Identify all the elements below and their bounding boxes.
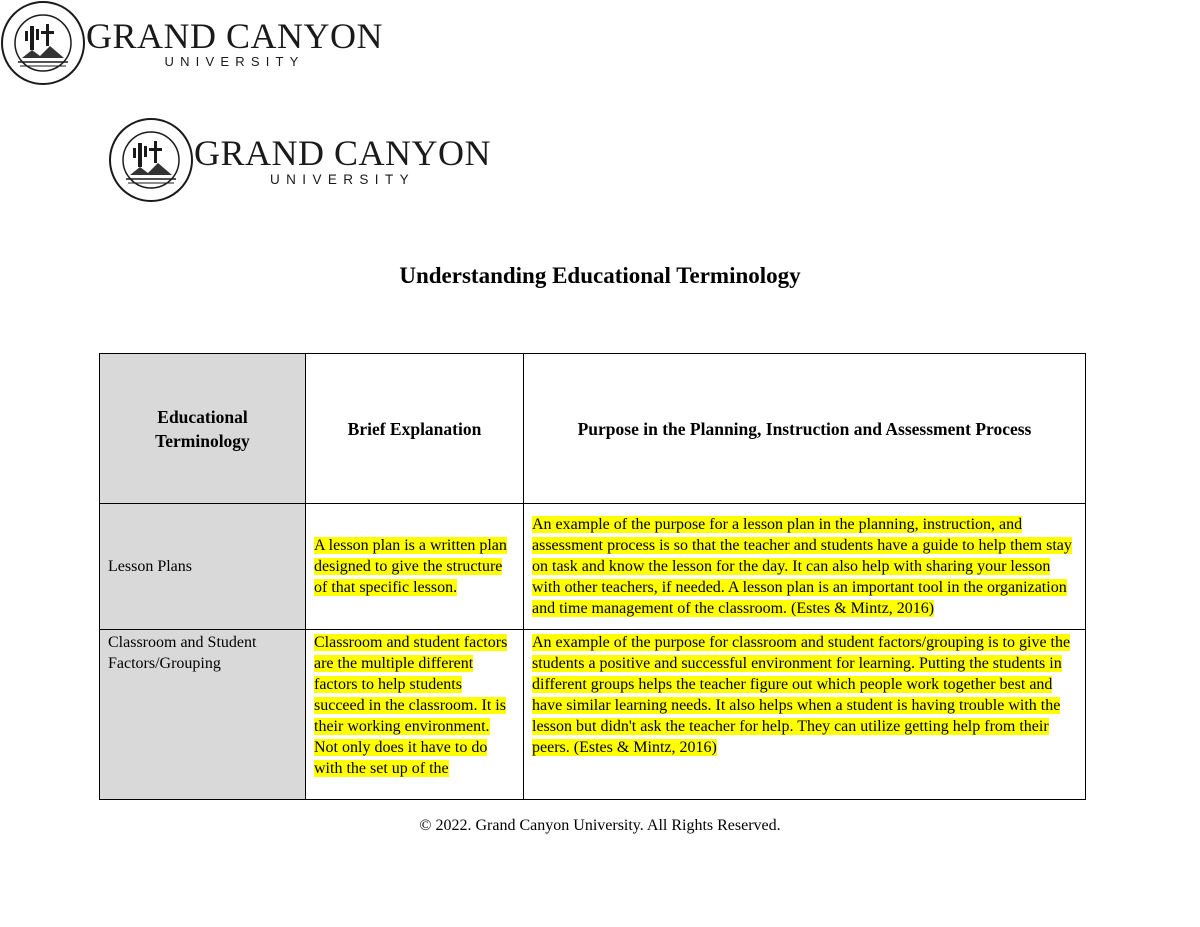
explanation-text: Classroom and student factors are the multiple different factors to help students succeed in the classroom. It is their working environment. Not only does it have to do with the set up of the [314, 634, 508, 777]
explanation-cell [306, 630, 524, 800]
university-seal-icon [0, 0, 86, 86]
logo-subtitle: UNIVERSITY [270, 171, 416, 187]
purpose-text: An example of the purpose for a lesson plan in the planning, instruction, and assessment process is so that the teacher and students have a guide to help them stay on task and know the lesson for the day. It can also help with sharing your lesson with other teachers, if needed. A lesson plan is an important tool in the organization and time management of the classroom. (Estes & Mintz, 2016) [532, 516, 1072, 617]
logo-subtitle: UNIVERSITY [164, 53, 305, 69]
page-title: Understanding Educational Terminology [399, 263, 801, 288]
table-header-row [100, 354, 1086, 504]
gcu-logo-second [108, 117, 491, 203]
copyright-footer: © 2022. Grand Canyon University. All Rights Reserved. [419, 817, 781, 834]
table-row [100, 504, 1086, 630]
explanation-cell [306, 504, 524, 630]
term-cell: Lesson Plans [100, 504, 306, 630]
purpose-cell [524, 630, 1086, 800]
logo-name: GRAND CANYON [194, 132, 492, 173]
header-educational-terminology: Educational Terminology [100, 354, 306, 504]
explanation-text: A lesson plan is a written plan designed to give the structure of that specific lesson. [314, 537, 507, 596]
university-seal-icon [108, 117, 194, 203]
gcu-logo-top [0, 0, 383, 86]
term-cell: Classroom and Student Factors/Grouping [100, 630, 306, 800]
purpose-cell [524, 504, 1086, 630]
terminology-table [99, 353, 1086, 800]
header-brief-explanation: Brief Explanation [306, 354, 524, 504]
purpose-text: An example of the purpose for classroom and student factors/grouping is to give the students a positive and successful environment for learning. Putting the students in different groups helps the teacher figure out which people work together best and have similar learning needs. It also helps when a student is having trouble with the lesson but didn't ask the teacher for help. They can utilize getting help from their peers. (Estes & Mintz, 2016) [532, 634, 1071, 756]
logo-name: GRAND CANYON [86, 15, 384, 56]
header-purpose: Purpose in the Planning, Instruction and Assessment Process [524, 354, 1086, 504]
table-row [100, 630, 1086, 800]
